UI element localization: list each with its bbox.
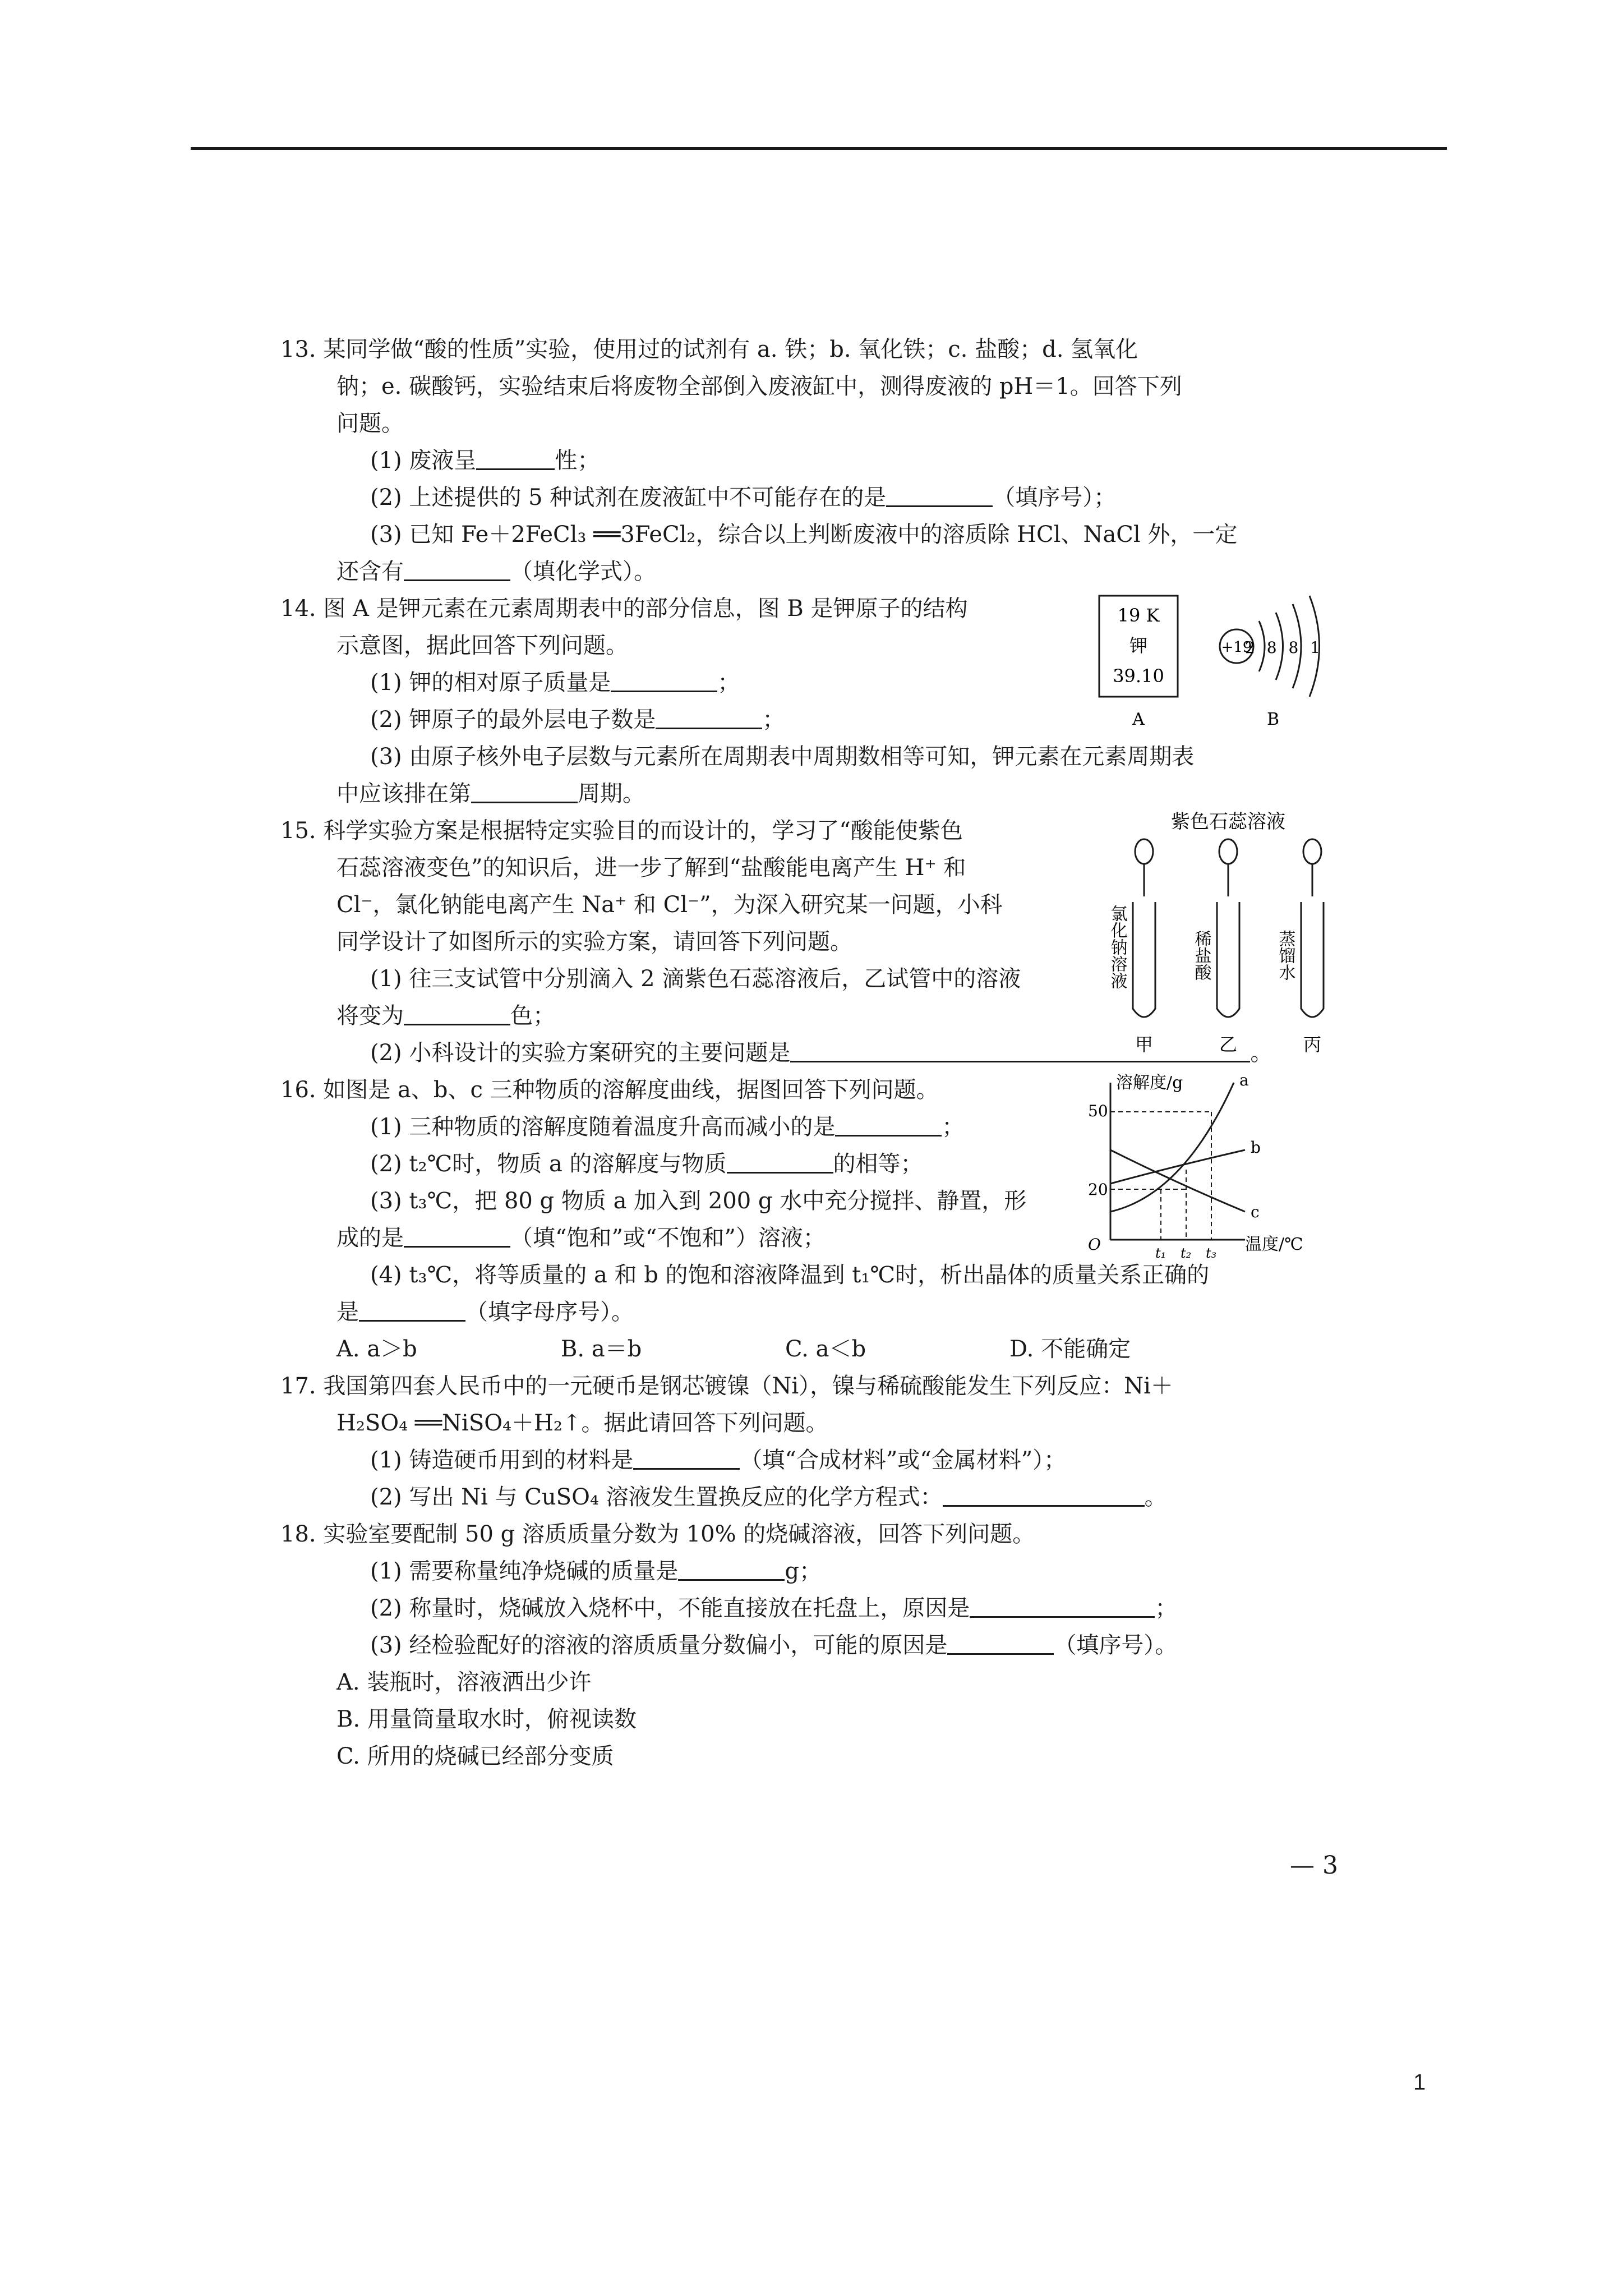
q15-figure [1088,807,1346,1070]
answer-blank[interactable] [835,1112,942,1137]
q13-sub-2 [336,479,1380,516]
q15-sub-1: (1) 往三支试管中分别滴入 2 滴紫色石蕊溶液后，乙试管中的溶液 [370,966,1021,992]
q13-sub-3: (3) 已知 Fe＋2FeCl₃ ══3FeCl₂，综合以上判断废液中的溶质除 HCl、NaCl 外，一定 [370,522,1238,547]
answer-blank[interactable] [471,779,578,803]
q13-s1-text: (1) 废液呈 [370,448,477,473]
q13-sub-1 [336,442,1380,479]
test-tube-3 [1301,902,1324,1017]
q14-line-2: 示意图，据此回答下列问题。 [336,633,628,659]
answer-blank[interactable] [359,1297,465,1322]
top-rule [191,147,1447,150]
tube-3-label: 丙 [1303,1034,1322,1055]
q18-sub-2 [336,1590,1380,1627]
question-16 [280,1071,1380,1368]
q13-s2-text: (2) 上述提供的 5 种试剂在废液缸中不可能存在的是 [370,485,887,510]
q14-sub-3: (3) 由原子核外电子层数与元素所在周期表中周期数相等可知，钾元素在元素周期表 [370,744,1195,770]
q16-sub-4-cont [336,1294,1380,1331]
tube-1-reagent: 氯化钠溶液 [1107,905,1127,989]
curve-a [1110,1083,1234,1212]
q14-s3-tail: 周期。 [578,781,645,807]
answer-blank[interactable] [611,668,717,692]
y-tick-20: 20 [1088,1180,1108,1199]
answer-blank[interactable] [404,1223,510,1248]
q14-s2-tail: ； [762,707,785,733]
y-axis-label: 溶解度/g [1116,1073,1183,1093]
q16-option-d[interactable]: D. 不能确定 [1009,1336,1131,1362]
y-tick-50: 50 [1088,1102,1108,1120]
q13-line-2: 钠；e. 碳酸钙，实验结束后将废物全部倒入废液缸中，测得废液的 pH＝1。回答下列 [336,374,1182,399]
q15-s1-text: 将变为 [336,1003,404,1029]
q15-line-3: Cl⁻，氯化钠能电离产生 Na⁺ 和 Cl⁻”，为深入研究某一问题，小科 [336,892,1003,918]
q18-sub-3 [336,1627,1380,1664]
x-tick-t1: t₁ [1155,1245,1166,1261]
q18-s1-tail: g； [785,1558,822,1584]
q17-s2-text: (2) 写出 Ni 与 CuSO₄ 溶液发生置换反应的化学方程式： [370,1484,943,1510]
solubility-curve-figure [1077,1071,1368,1262]
answer-blank[interactable] [633,1446,740,1470]
q13-sub-3-cont [336,553,1380,590]
page-number: 1 [1413,2070,1426,2095]
q18-line-1: 18. 实验室要配制 50 g 溶质质量分数为 10% 的烧碱溶液，回答下列问题。 [280,1521,1035,1547]
q18-option-b[interactable]: B. 用量筒量取水时，俯视读数 [336,1706,637,1732]
q18-s3-tail: （填序号）。 [1054,1632,1178,1658]
q16-option-c[interactable]: C. a＜b [785,1336,866,1362]
figure-a-caption: A [1132,710,1145,729]
answer-blank[interactable] [727,1149,833,1174]
figure-b-caption: B [1266,710,1280,729]
tube-1-label: 甲 [1135,1034,1154,1055]
q16-s4-text: 是 [336,1299,359,1325]
question-17 [280,1368,1380,1516]
answer-blank[interactable] [970,1594,1155,1618]
element-card-name: 钾 [1129,635,1148,656]
tube-2-label: 乙 [1219,1034,1238,1055]
q18-s2-text: (2) 称量时，烧碱放入烧杯中，不能直接放在托盘上，原因是 [370,1595,970,1621]
q13-line-3: 问题。 [336,411,404,436]
q16-option-b[interactable]: B. a＝b [561,1336,642,1362]
q14-s2-text: (2) 钾原子的最外层电子数是 [370,707,656,733]
dropper-3 [1303,839,1321,896]
question-14 [280,590,1380,812]
q17-sub-2 [336,1479,1380,1516]
q17-line-1: 17. 我国第四套人民币中的一元硬币是钢芯镀镍（Ni），镍与稀硫酸能发生下列反应：Ni＋ [280,1373,1173,1399]
curve-a-label: a [1239,1071,1249,1089]
q17-sub-1 [336,1442,1380,1479]
x-tick-t3: t₃ [1206,1245,1217,1261]
answer-blank[interactable] [947,1631,1054,1655]
q16-options [336,1331,1380,1368]
q17-s1-text: (1) 铸造硬币用到的材料是 [370,1447,634,1473]
answer-blank[interactable] [886,483,993,507]
q14-figure [1088,590,1380,736]
element-card-symbol: 19 K [1117,605,1160,626]
origin-label: O [1088,1235,1101,1254]
curve-c [1110,1150,1245,1212]
q16-line-1: 16. 如图是 a、b、c 三种物质的溶解度曲线，据图回答下列问题。 [280,1077,939,1103]
q17-s1-tail: （填“合成材料”或“金属材料”）； [740,1447,1067,1473]
q15-s1-tail: 色； [510,1003,555,1029]
q13-s3-text: 还含有 [336,559,404,585]
q15-line-4: 同学设计了如图所示的实验方案，请回答下列问题。 [336,929,852,955]
nucleus-charge: +19 [1221,639,1252,656]
x-axis-label: 温度/℃ [1245,1235,1303,1254]
dropper-2 [1219,839,1237,896]
answer-blank[interactable] [404,557,510,581]
q18-s3-text: (3) 经检验配好的溶液的溶质质量分数偏小，可能的原因是 [370,1632,948,1658]
q13-s1-tail: 性； [555,448,600,473]
q16-s3-text: 成的是 [336,1225,404,1251]
q16-s1-tail: ； [942,1114,965,1140]
q13-line-1: 13. 某同学做“酸的性质”实验，使用过的试剂有 a. 铁；b. 氧化铁；c. 盐酸；d. 氢氧化 [280,337,1138,362]
q16-s4-tail: （填字母序号）。 [465,1299,634,1325]
q16-s2-tail: 的相等； [833,1151,923,1177]
tube-2-reagent: 稀盐酸 [1191,930,1211,981]
q18-option-a[interactable]: A. 装瓶时，溶液洒出少许 [336,1669,592,1695]
litmus-label: 紫色石蕊溶液 [1171,811,1285,833]
curve-b [1110,1150,1245,1184]
q13-s3-tail: （填化学式）。 [510,559,656,585]
curve-b-label: b [1251,1138,1261,1157]
answer-blank[interactable] [656,705,762,729]
q14-s1-text: (1) 钾的相对原子质量是 [370,670,611,696]
q18-s1-text: (1) 需要称量纯净烧碱的质量是 [370,1558,679,1584]
question-13 [280,331,1380,590]
q15-line-2: 石蕊溶液变色”的知识后，进一步了解到“盐酸能电离产生 H⁺ 和 [336,855,966,881]
q16-s1-text: (1) 三种物质的溶解度随着温度升高而减小的是 [370,1114,836,1140]
q16-option-a[interactable]: A. a＞b [336,1336,417,1362]
exam-content [280,331,1380,1775]
page-marker: — 3 [1290,1851,1338,1880]
answer-blank[interactable] [678,1557,785,1581]
x-tick-t2: t₂ [1181,1245,1192,1261]
dropper-1 [1135,839,1153,896]
q15-s2-text: (2) 小科设计的实验方案研究的主要问题是 [370,1040,791,1066]
q18-s2-tail: ； [1155,1595,1178,1621]
q16-s2-text: (2) t₂℃时，物质 a 的溶解度与物质 [370,1151,727,1177]
q15-line-1: 15. 科学实验方案是根据特定实验目的而设计的，学习了“酸能使紫色 [280,818,963,844]
answer-blank[interactable] [476,446,555,470]
q17-s2-tail: 。 [1144,1484,1167,1510]
q18-sub-1 [336,1553,1380,1590]
q17-line-2: H₂SO₄ ══NiSO₄＋H₂↑。据此请回答下列问题。 [336,1410,828,1436]
q18-option-c[interactable]: C. 所用的烧碱已经部分变质 [336,1743,614,1769]
q14-s3-text: 中应该排在第 [336,781,471,807]
answer-blank[interactable] [943,1483,1145,1507]
q16-s3-tail: （填“饱和”或“不饱和”）溶液； [510,1225,826,1251]
q14-line-1: 14. 图 A 是钾元素在元素周期表中的部分信息，图 B 是钾原子的结构 [280,596,968,622]
tube-3-reagent: 蒸馏水 [1275,930,1295,981]
q16-sub-4: (4) t₃℃，将等质量的 a 和 b 的饱和溶液降温到 t₁℃时，析出晶体的质量关系正确的 [370,1262,1210,1288]
answer-blank[interactable] [404,1001,510,1025]
question-18 [280,1516,1380,1775]
q13-s2-tail: （填序号）； [993,485,1117,510]
q14-s1-tail: ； [717,670,740,696]
element-card-mass: 39.10 [1113,665,1164,687]
q15-s2-tail: 。 [1250,1040,1273,1066]
question-15 [280,811,1380,1071]
q16-sub-3: (3) t₃℃，把 80 g 物质 a 加入到 200 g 水中充分搅拌、静置，形 [370,1188,1027,1214]
curve-c-label: c [1251,1203,1260,1221]
electron-counts: 2 8 8 1 [1245,638,1324,657]
test-tube-2 [1217,902,1239,1017]
test-tube-1 [1133,902,1155,1017]
